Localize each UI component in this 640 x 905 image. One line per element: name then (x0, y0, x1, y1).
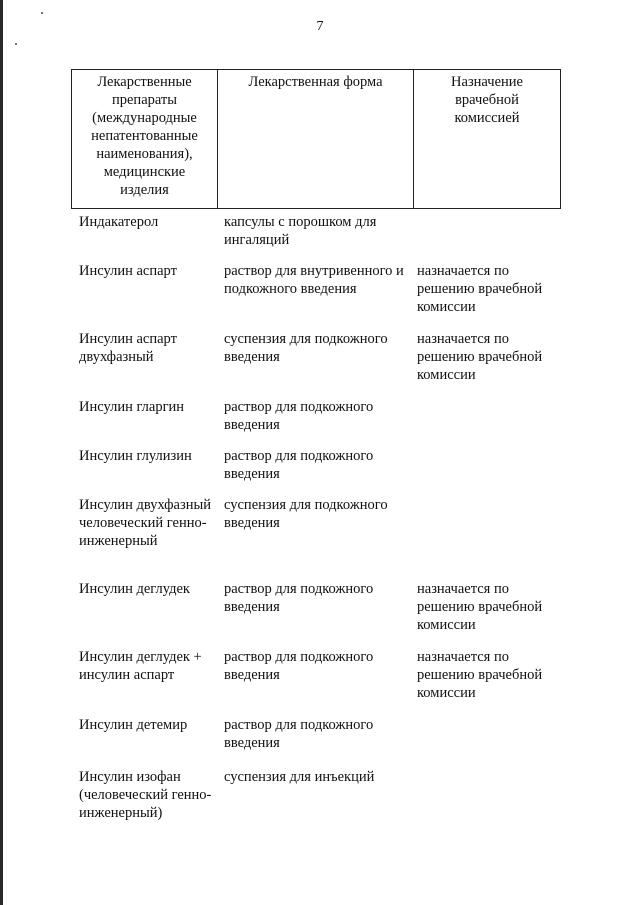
header-commission: Назначение врачебной комиссией (451, 74, 523, 126)
commission-note: назначается по решению врачебной комиссии (417, 581, 543, 633)
table-row (71, 213, 561, 249)
drug-name: Индакатерол (79, 214, 159, 230)
table-row (71, 496, 561, 550)
header-dosage-form: Лекарственная форма (218, 70, 414, 208)
table-row (71, 648, 561, 702)
table-row (71, 768, 561, 822)
dosage-form: суспензия для инъекций (224, 769, 375, 785)
dosage-form: раствор для подкожного введения (224, 717, 374, 751)
drug-name: Инсулин изофан (человеческий генно-инженерный) (79, 769, 212, 821)
table-row (71, 398, 561, 434)
drug-name: Инсулин двухфазный человеческий генно-инженерный (79, 497, 211, 549)
commission-note (413, 496, 561, 550)
table-header (71, 69, 561, 209)
dosage-form: раствор для подкожного введения (224, 448, 374, 482)
scan-speck (41, 12, 43, 14)
commission-note: назначается по решению врачебной комиссии (417, 649, 543, 701)
drug-name: Инсулин гларгин (79, 399, 185, 415)
drug-name: Инсулин деглудек (79, 581, 190, 597)
dosage-form: суспензия для подкожного введения (224, 497, 388, 531)
header-drug-name: Лекарственные препараты (международные непатентованные наименования), медицинские изделия (72, 70, 218, 208)
dosage-form: раствор для подкожного введения (224, 581, 374, 615)
table-row (71, 330, 561, 384)
dosage-form: раствор для подкожного введения (224, 399, 374, 433)
dosage-form: раствор для подкожного введения (224, 649, 374, 683)
scan-speck (15, 43, 17, 45)
drug-name: Инсулин аспарт двухфазный (79, 331, 177, 365)
page-left-edge (0, 0, 3, 905)
table-row (71, 262, 561, 316)
commission-note (413, 716, 561, 752)
table-row (71, 447, 561, 483)
table-row (71, 716, 561, 752)
commission-note: назначается по решению врачебной комиссии (417, 263, 543, 315)
drug-name: Инсулин аспарт (79, 263, 177, 279)
commission-note (413, 213, 561, 249)
commission-note (413, 398, 561, 434)
page-number: 7 (316, 19, 324, 34)
dosage-form: капсулы с порошком для ингаляций (224, 214, 377, 248)
table-row (71, 580, 561, 634)
commission-note (413, 768, 561, 822)
drug-name: Инсулин деглудек + инсулин аспарт (79, 649, 202, 683)
dosage-form: суспензия для подкожного введения (224, 331, 388, 365)
drug-name: Инсулин глулизин (79, 448, 192, 464)
commission-note: назначается по решению врачебной комиссии (417, 331, 543, 383)
commission-note (413, 447, 561, 483)
dosage-form: раствор для внутривенного и подкожного введения (224, 263, 404, 297)
drug-table (71, 69, 561, 821)
drug-name: Инсулин детемир (79, 717, 188, 733)
